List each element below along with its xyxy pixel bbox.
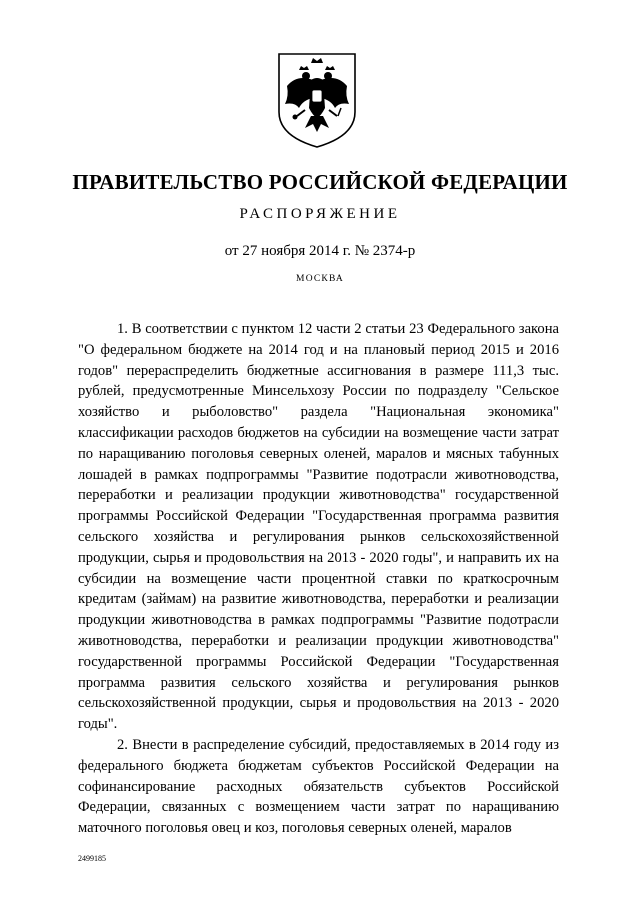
document-id: 2499185 (78, 854, 106, 863)
document-title: ПРАВИТЕЛЬСТВО РОССИЙСКОЙ ФЕДЕРАЦИИ (72, 170, 568, 194)
document-date-number: от 27 ноября 2014 г. № 2374-р (224, 243, 416, 259)
paragraph-2: 2. Внести в распределение субсидий, предоставляемых в 2014 году из федерального бюджета бюджетам субъектов Российской Федерации на софинансирование расходных обязательств субъектов Российской Федерации, связанных с возмещением части затрат по наращиванию маточного поголовья овец и коз, поголовья северных оленей, маралов (78, 736, 559, 837)
paragraph-1: 1. В соответствии с пунктом 12 части 2 статьи 23 Федерального закона "О федеральном бюджете на 2014 год и на плановый период 2015 и 2016 годов" перераспределить бюджетные ассигнования в размере 111,3 тыс. рублей, предусмотренные Минсельхозу России по подразделу "Сельское хозяйство и рыболовство" раздела "Национальная экономика" классификации расходов бюджетов на субсидии на возмещение части затрат по наращиванию поголовья северных оленей, маралов и мясных табунных лошадей в рамках подпрограммы "Развитие подотрасли животноводства, переработки и реализации продукции животноводства" государственной программы Российской Федерации "Государственная программа развития сельского хозяйства и регулирования рынков сельскохозяйственной продукции, сырья и продовольствия на 2013 - 2020 годы", и направить их на субсидии на возмещение части процентной ставки по краткосрочным кредитам (займам) на развитие животноводства, переработки и реализации продукции животноводства в рамках подпрограммы "Развитие подотрасли животноводства, переработки и реализации продукции животноводства" государственной программы Российской Федерации "Государственная программа развития сельского хозяйства и регулирования рынков сельскохозяйственной продукции, сырья и продовольствия на 2013 - 2020 годы". (78, 321, 559, 733)
document-body (78, 319, 559, 839)
coat-of-arms-icon (275, 50, 359, 150)
document-type: РАСПОРЯЖЕНИЕ (239, 206, 401, 222)
document-city: МОСКВА (296, 274, 344, 284)
